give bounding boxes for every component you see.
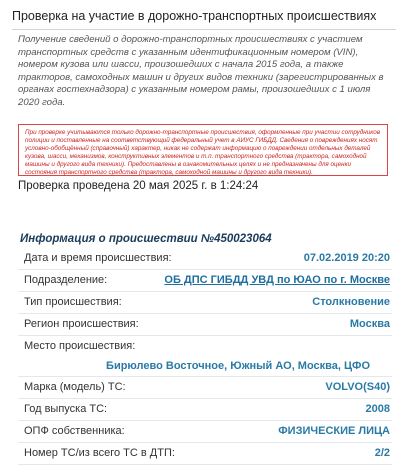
row-value: Столкновение <box>312 296 390 308</box>
row-region <box>18 314 392 336</box>
incident-info-title: Информация о происшествии №450023064 <box>20 233 272 245</box>
check-description: Получение сведений о дорожно-транспортных происшествиях с участием транспортных средств с указанным идентификационным номером (VIN), номером кузова или шасси, произошедших с начала 2015 года, а также тракторов, самоходных машин и других видов техники (зарегистрированных в органах гостехнадзора) с указанным номером рамы, произошедших с 1 июля 2020 года. <box>18 34 384 108</box>
row-datetime <box>18 248 392 270</box>
department-link[interactable]: ОБ ДПС ГИБДД УВД по ЮАО по г. Москве <box>164 274 390 286</box>
disclaimer-notice <box>18 124 388 176</box>
row-vehicle-model <box>18 377 392 399</box>
row-label: Подразделение: <box>24 274 108 286</box>
row-location <box>18 336 392 377</box>
row-label: Тип происшествия: <box>24 296 122 308</box>
row-owner-type <box>18 421 392 443</box>
row-label: Регион происшествия: <box>24 318 139 330</box>
row-value: VOLVO(S40) <box>325 381 390 393</box>
disclaimer-text: При проверке учитываются только дорожно-транспортные происшествия, оформленные при участии сотрудников полиции и поставленные на соответствующий федеральный учет в АИУС ГИБДД. Сведения о повреждениях носят условно-обобщённый (справочный) характер, никак не содержат информацию о повреждении отдельных деталей кузова, шасси, механизмов, конструктивных элементов и т.п. транспортного средства (трактора, самоходной машины и другого вида техники). Предоставлены в ознакомительных целях и не предназначены для оценки состояния транспортного средства (трактора, самоходной машины и другого вида техники). <box>25 129 381 176</box>
row-label: Место происшествия: <box>24 340 136 352</box>
row-department <box>18 270 392 292</box>
row-label: Номер ТС/из всего ТС в ДТП: <box>24 447 175 459</box>
row-value: 2/2 <box>374 447 390 459</box>
row-value: Бирюлево Восточное, Южный АО, Москва, ЦФО <box>106 360 370 372</box>
check-performed-timestamp: Проверка проведена 20 мая 2025 г. в 1:24:24 <box>18 180 259 192</box>
row-value: Москва <box>349 318 390 330</box>
incident-details <box>18 248 392 465</box>
row-vehicle-year <box>18 399 392 421</box>
row-vehicle-number <box>18 443 392 465</box>
check-title: Проверка на участие в дорожно-транспортных происшествиях <box>12 9 396 30</box>
row-label: ОПФ собственника: <box>24 425 125 437</box>
row-value: 2008 <box>365 403 390 415</box>
row-label: Год выпуска ТС: <box>24 403 108 415</box>
row-incident-type <box>18 292 392 314</box>
row-value: ФИЗИЧЕСКИЕ ЛИЦА <box>278 425 390 437</box>
row-label: Марка (модель) ТС: <box>24 381 126 393</box>
row-label: Дата и время происшествия: <box>24 252 172 264</box>
row-value: 07.02.2019 20:20 <box>303 252 390 264</box>
